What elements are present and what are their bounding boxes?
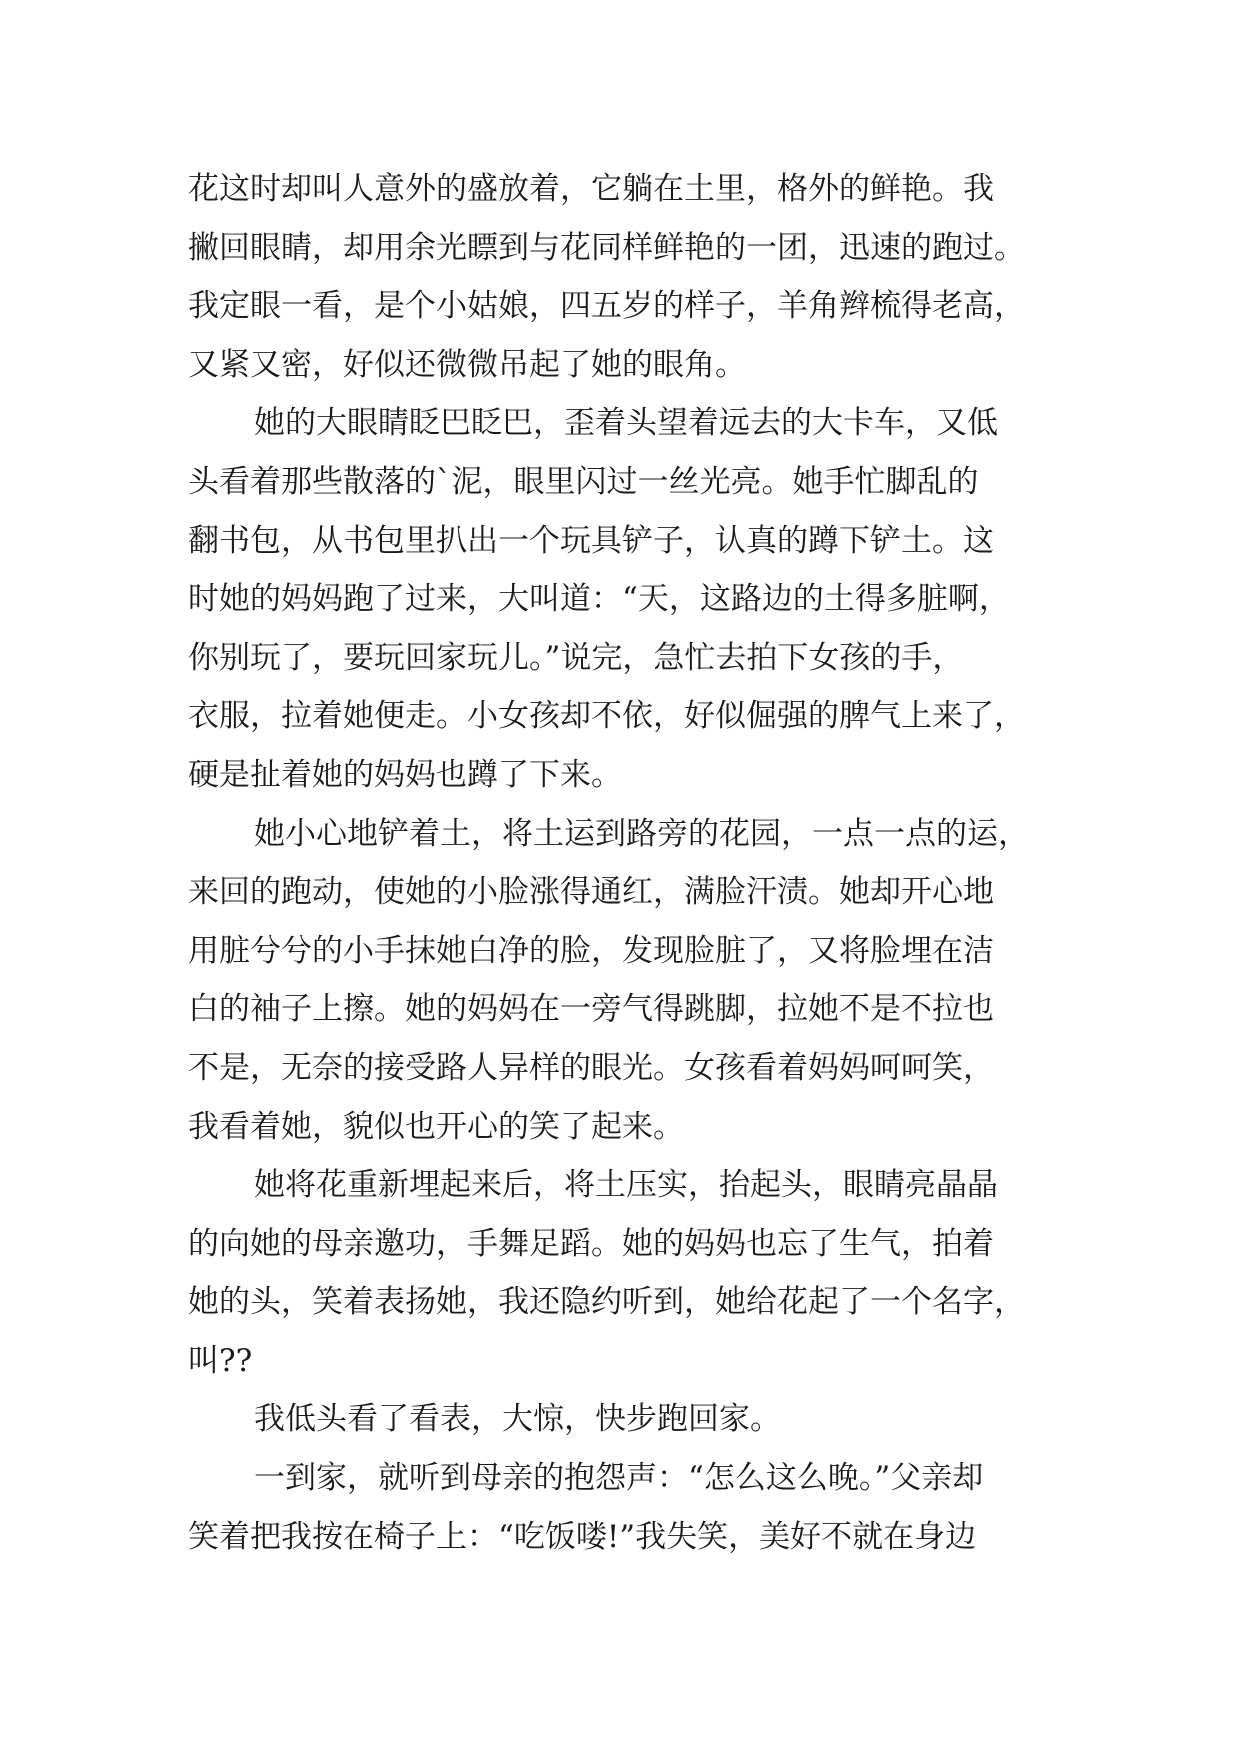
- text-line: 硬是扯着她的妈妈也蹲了下来。: [188, 756, 622, 793]
- text-line: 来回的跑动，使她的小脸涨得通红，满脸汗渍。她却开心地: [188, 874, 994, 911]
- text-line: 衣服，拉着她便走。小女孩却不依，好似倔强的脾气上来了，: [188, 698, 1025, 735]
- text-line: 头看着那些散落的`泥，眼里闪过一丝光亮。她手忙脚乱的: [188, 463, 979, 500]
- body-text: [188, 160, 1058, 1566]
- paragraph-first-line: 一到家，就听到母亲的抱怨声：“怎么这么晚。”父亲却: [254, 1460, 984, 1497]
- text-line: 我看着她，貌似也开心的笑了起来。: [188, 1108, 684, 1145]
- paragraph-first-line: 我低头看了看表，大惊，快步跑回家。: [254, 1401, 781, 1438]
- text-line: 撇回眼睛，却用余光瞟到与花同样鲜艳的一团，迅速的跑过。: [188, 229, 1025, 266]
- paragraph-first-line: 她的大眼睛眨巴眨巴，歪着头望着远去的大卡车，又低: [254, 405, 998, 442]
- text-line: 白的袖子上擦。她的妈妈在一旁气得跳脚，拉她不是不拉也: [188, 991, 994, 1028]
- paragraph-first-line: 她将花重新埋起来后，将土压实，抬起头，眼睛亮晶晶: [254, 1167, 998, 1204]
- text-line: 不是，无奈的接受路人异样的眼光。女孩看着妈妈呵呵笑，: [188, 1049, 994, 1086]
- paragraph-first-line: 她小心地铲着土，将土运到路旁的花园，一点一点的运，: [254, 815, 1029, 852]
- text-line: 花这时却叫人意外的盛放着，它躺在土里，格外的鲜艳。我: [188, 171, 994, 207]
- text-line: 她的头，笑着表扬她，我还隐约听到，她给花起了一个名字，: [188, 1284, 1025, 1321]
- text-line: 又紧又密，好似还微微吊起了她的眼角。: [188, 346, 746, 383]
- text-line: 叫??: [188, 1342, 253, 1379]
- text-line: 翻书包，从书包里扒出一个玩具铲子，认真的蹲下铲土。这: [188, 522, 994, 559]
- text-line: 用脏兮兮的小手抹她白净的脸，发现脸脏了，又将脸埋在洁: [188, 932, 994, 969]
- text-line: 时她的妈妈跑了过来，大叫道：“天，这路边的土得多脏啊，: [188, 581, 1010, 618]
- text-line: 笑着把我按在椅子上：“吃饭喽!”我失笑，美好不就在身边: [188, 1518, 977, 1555]
- text-line: 你别玩了，要玩回家玩儿。”说完，急忙去拍下女孩的手，: [188, 639, 964, 676]
- text-line: 我定眼一看，是个小姑娘，四五岁的样子，羊角辫梳得老高，: [188, 288, 1025, 325]
- text-line: 的向她的母亲邀功，手舞足蹈。她的妈妈也忘了生气，拍着: [188, 1225, 994, 1262]
